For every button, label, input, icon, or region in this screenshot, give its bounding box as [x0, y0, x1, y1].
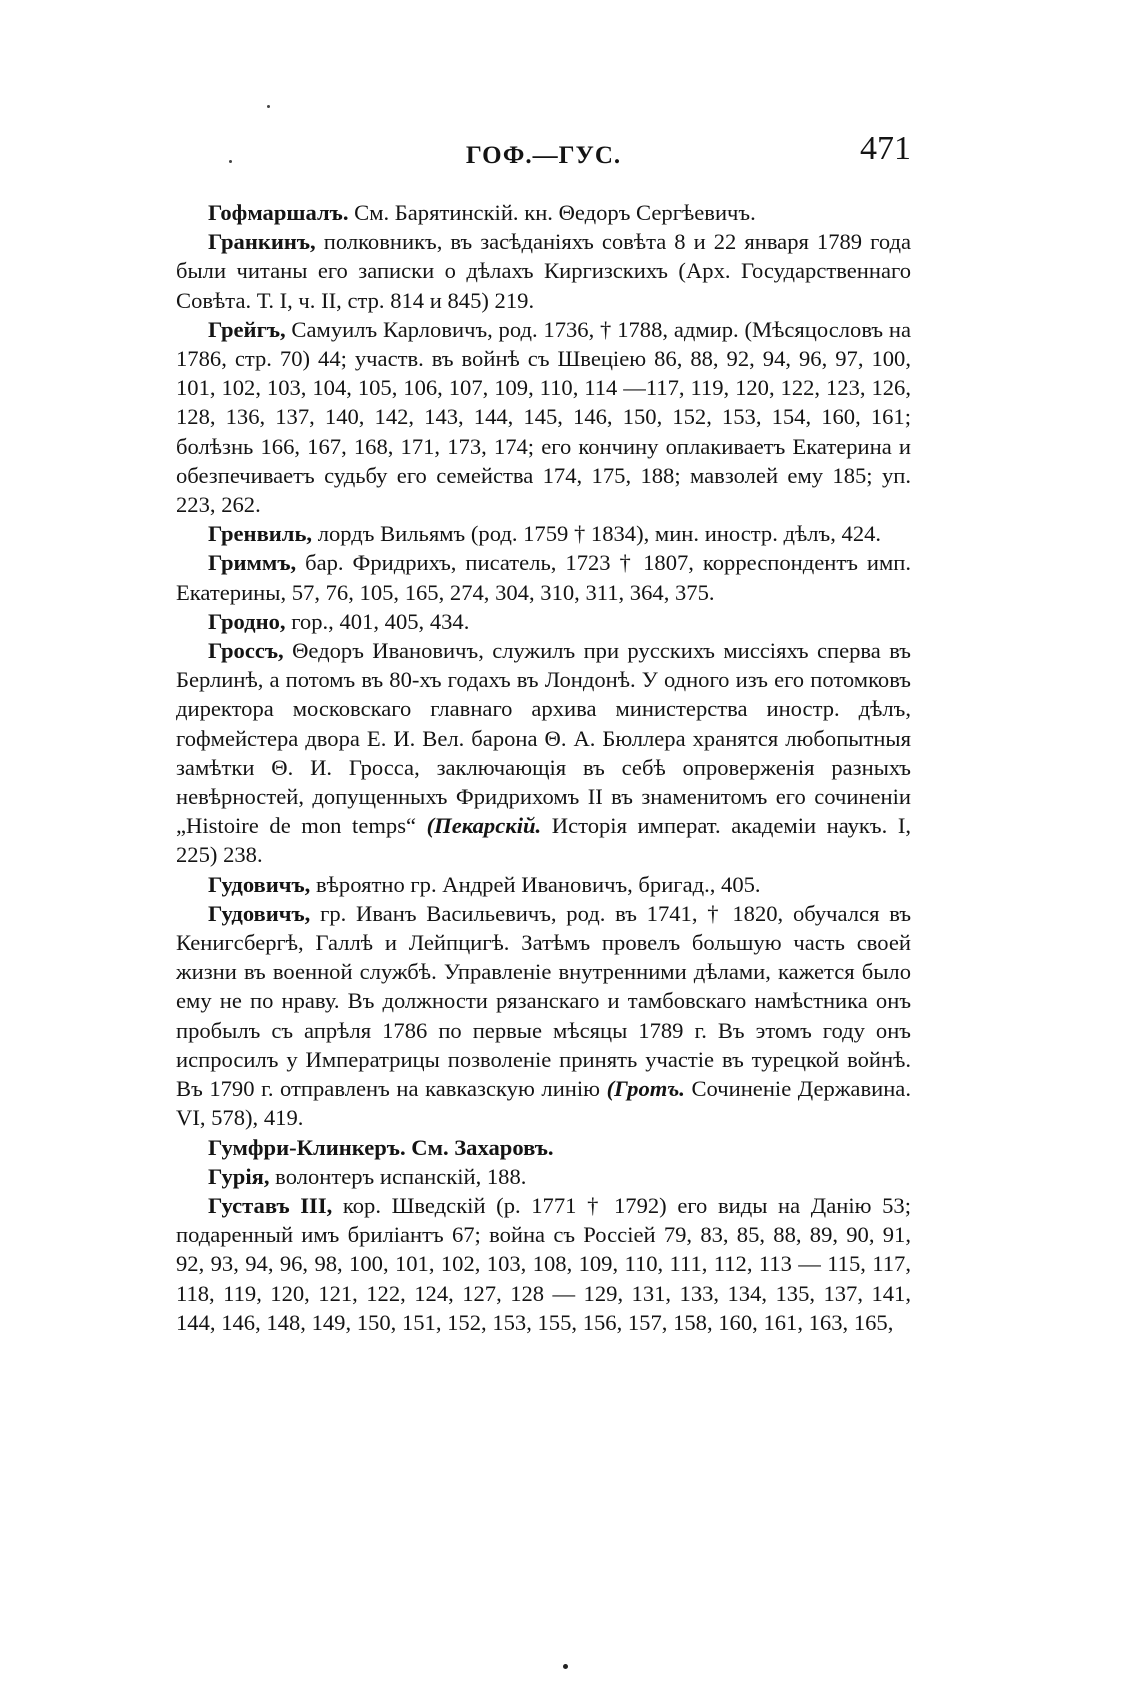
running-head-title: ГОФ.—ГУС. — [465, 142, 622, 169]
index-entry — [176, 1191, 911, 1337]
page-number: 471 — [860, 130, 911, 167]
entry-text: См. Барятинскій. кн. Θедоръ Сергѣевичъ. — [348, 200, 756, 225]
entry-headword: Гроссъ, — [208, 638, 284, 664]
index-entries — [176, 198, 911, 1337]
entry-text: Θедоръ Ивановичъ, служилъ при русскихъ миссіяхъ сперва въ Берлинѣ, а потомъ въ 80-хъ годахъ въ Лондонѣ. У одного изъ его потомковъ директора московскаго главнаго архива министерства иностр. дѣлъ, гофмейстера двора Е. И. Вел. барона Θ. А. Бюллера хранятся любопытныя замѣтки Θ. И. Гросса, заключающія въ себѣ опроверженія разныхъ невѣрностей, допущенныхъ Фридрихомъ II въ знаменитомъ его сочиненіи „Histoire de mon temps“ — [176, 638, 911, 839]
entry-headword: Гудовичъ, — [208, 871, 311, 897]
print-speck — [267, 105, 270, 108]
print-speck — [563, 1664, 568, 1669]
entry-text: лордъ Вильямъ (род. 1759 † 1834), мин. иностр. дѣлъ, 424. — [312, 521, 882, 547]
entry-headword: Гранкинъ, — [208, 229, 316, 255]
index-entry — [176, 636, 911, 870]
entry-headword: Гофмаршалъ. — [208, 200, 349, 225]
entry-headword: Гренвиль, — [208, 521, 313, 547]
entry-headword: Гурія, — [208, 1163, 270, 1189]
entry-citation-italic: (Гротъ. — [606, 1076, 685, 1102]
book-page — [176, 130, 911, 1337]
index-entry — [176, 227, 911, 315]
entry-headword: Густавъ III, — [208, 1192, 333, 1218]
entry-text: гр. Иванъ Васильевичъ, род. въ 1741, † 1820, обучался въ Кенигсбергѣ, Галлѣ и Лейпцигѣ. Затѣмъ провелъ большую часть своей жизни въ военной службѣ. Управленіе внутренними дѣлами, кажется было ему не по нраву. Въ должности рязанскаго и тамбовскаго намѣстника онъ пробылъ съ апрѣля 1786 по первые мѣсяцы 1789 г. Въ этомъ году онъ испросилъ у Императрицы позволеніе принять участіе въ турецкой войнѣ. Въ 1790 г. отправленъ на кавказскую линію — [176, 900, 911, 1102]
entry-text-tail: Сочиненіе Державина. VI, 578), 419. — [176, 1076, 911, 1131]
entry-text: вѣроятно гр. Андрей Ивановичъ, бригад., 405. — [310, 871, 761, 897]
index-entry — [176, 548, 911, 606]
entry-text: бар. Фридрихъ, писатель, 1723 † 1807, корреспондентъ имп. Екатерины, 57, 76, 105, 165, 274, 304, 310, 311, 364, 375. — [176, 550, 911, 605]
entry-headword: Гудовичъ, — [208, 900, 311, 926]
index-entry — [176, 899, 911, 1133]
running-head — [176, 130, 911, 182]
entry-headword: Грейгъ, — [208, 316, 286, 342]
entry-text: Самуилъ Карловичъ, род. 1736, † 1788, адмир. (Мѣсяцословъ на 1786, стр. 70) 44; участв. въ войнѣ съ Швеціею 86, 88, 92, 94, 96, 97, 100, 101, 102, 103, 104, 105, 106, 107, 109, 110, 114 —117, 119, 120, 122, 123, 126, 128, 136, 137, 140, 142, 143, 144, 145, 146, 150, 152, 153, 154, 160, 161; болѣзнь 166, 167, 168, 171, 173, 174; его кончину оплакиваетъ Екатерина и обезпечиваетъ судьбу его семейства 174, 175, 188; мавзолей ему 185; уп. 223, 262. — [176, 316, 911, 518]
index-entry — [176, 1133, 911, 1162]
entry-text: См. Захаровъ. — [405, 1134, 554, 1160]
entry-headword: Гродно, — [208, 608, 286, 634]
index-entry — [176, 1162, 911, 1191]
entry-headword: Гриммъ, — [208, 550, 297, 576]
index-entry — [176, 315, 911, 519]
index-entry — [176, 198, 911, 227]
entry-headword: Гумфри-Клинкеръ. — [208, 1134, 406, 1160]
entry-text: волонтеръ испанскій, 188. — [269, 1163, 527, 1189]
index-entry — [176, 519, 911, 548]
index-entry — [176, 607, 911, 636]
entry-citation-italic: (Пекарскій. — [426, 813, 542, 839]
entry-text: гор., 401, 405, 434. — [285, 608, 470, 634]
entry-text-tail: Исторія императ. академіи наукъ. I, 225) 238. — [176, 813, 911, 868]
entry-text: кор. Шведскій (р. 1771 † 1792) его виды на Данію 53; подаренный имъ бриліантъ 67; война съ Россіей 79, 83, 85, 88, 89, 90, 91, 92, 93, 94, 96, 98, 100, 101, 102, 103, 108, 109, 110, 111, 112, 113 — 115, 117, 118, 119, 120, 121, 122, 124, 127, 128 — 129, 131, 133, 134, 135, 137, 141, 144, 146, 148, 149, 150, 151, 152, 153, 155, 156, 157, 158, 160, 161, 163, 165, — [176, 1192, 911, 1335]
entry-text: полковникъ, въ засѣданіяхъ совѣта 8 и 22 января 1789 года были читаны его записки о дѣлахъ Киргизскихъ (Арх. Государственнаго Совѣта. Т. I, ч. II, стр. 814 и 845) 219. — [176, 229, 911, 313]
index-entry — [176, 870, 911, 899]
